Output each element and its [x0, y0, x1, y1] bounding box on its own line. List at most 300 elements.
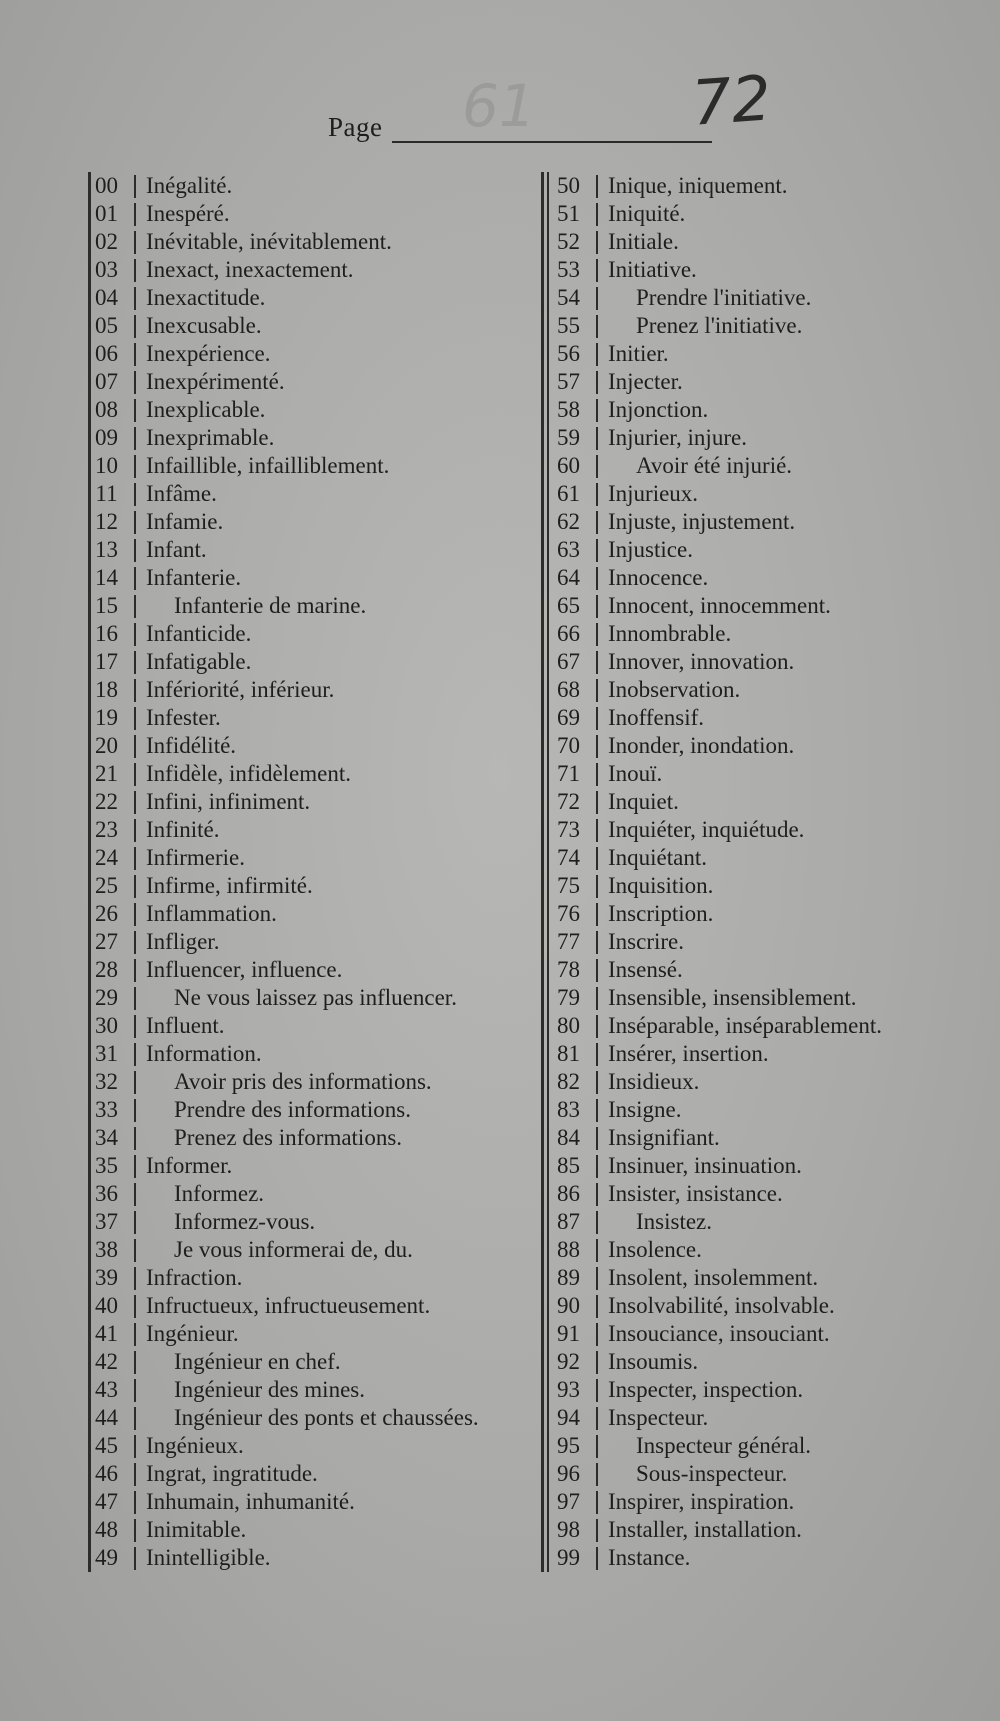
entry-number: 29 [95, 985, 118, 1010]
entry-number: 48 [95, 1517, 118, 1542]
entry-text: Insignifiant. [608, 1125, 720, 1150]
entry-number: 57 [557, 369, 580, 394]
entry-text: Avoir été injurié. [636, 453, 793, 478]
entry-text: Insérer, insertion. [608, 1041, 769, 1066]
entry-number: 56 [557, 341, 580, 366]
entry-text: Inespéré. [146, 201, 230, 226]
entry-text: Inflammation. [146, 901, 277, 926]
entry-number: 84 [557, 1125, 580, 1150]
entry-number: 51 [557, 201, 580, 226]
entry-number: 54 [557, 285, 580, 310]
entry-separator [134, 679, 136, 702]
entry-separator [134, 1491, 136, 1514]
entry-text: Informer. [146, 1153, 233, 1178]
entry-separator [596, 287, 598, 310]
entry-separator [596, 875, 598, 898]
entry-separator [134, 567, 136, 590]
entry-number: 10 [95, 453, 118, 478]
entry-number: 80 [557, 1013, 580, 1038]
entry-number: 66 [557, 621, 580, 646]
entry-text: Prendre l'initiative. [636, 285, 812, 310]
entry-text: Innombrable. [608, 621, 732, 646]
entry-text: Infructueux, infructueusement. [146, 1293, 431, 1318]
entry-separator [134, 1211, 136, 1234]
entry-separator [596, 1155, 598, 1178]
entry-number: 63 [557, 537, 580, 562]
entry-number: 11 [95, 481, 118, 506]
entry-separator [134, 1407, 136, 1430]
entry-number: 74 [557, 845, 580, 870]
entry-separator [134, 1015, 136, 1038]
entry-separator [134, 1099, 136, 1122]
entry-separator [134, 1155, 136, 1178]
entry-separator [596, 231, 598, 254]
entry-separator [596, 595, 598, 618]
entry-separator [596, 1407, 598, 1430]
entry-separator [596, 371, 598, 394]
entry-number: 64 [557, 565, 580, 590]
entry-number: 38 [95, 1237, 118, 1262]
entry-text: Injurier, injure. [608, 425, 747, 450]
entry-number: 60 [557, 453, 580, 478]
entry-separator [134, 483, 136, 506]
entry-separator [134, 1071, 136, 1094]
entry-text: Initier. [608, 341, 669, 366]
entry-separator [134, 595, 136, 618]
entry-number: 72 [557, 789, 580, 814]
entry-text: Infâme. [146, 481, 217, 506]
entry-separator [596, 1211, 598, 1234]
entry-separator [596, 1295, 598, 1318]
entry-text: Ingénieux. [146, 1433, 244, 1458]
entry-number: 92 [557, 1349, 580, 1374]
entry-text: Insister, insistance. [608, 1181, 783, 1206]
entry-text: Infidèle, infidèlement. [146, 761, 352, 786]
entry-text: Ne vous laissez pas influencer. [174, 985, 457, 1010]
entry-number: 67 [557, 649, 580, 674]
entry-separator [596, 175, 598, 198]
entry-number: 97 [557, 1489, 580, 1514]
entry-separator [596, 651, 598, 674]
entry-number: 35 [95, 1153, 118, 1178]
entry-number: 76 [557, 901, 580, 926]
entry-number: 39 [95, 1265, 118, 1290]
entry-text: Insoumis. [608, 1349, 699, 1374]
entry-number: 36 [95, 1181, 118, 1206]
page-label: Page [328, 112, 383, 142]
entry-number: 32 [95, 1069, 118, 1094]
entry-number: 09 [95, 425, 118, 450]
entry-number: 17 [95, 649, 118, 674]
entry-separator [596, 399, 598, 422]
entry-number: 89 [557, 1265, 580, 1290]
entry-number: 42 [95, 1349, 118, 1374]
entry-text: Inégalité. [146, 173, 233, 198]
entry-text: Inexplicable. [146, 397, 266, 422]
entry-number: 25 [95, 873, 118, 898]
entry-text: Infirmerie. [146, 845, 245, 870]
entry-separator [596, 511, 598, 534]
entry-number: 49 [95, 1545, 118, 1570]
entry-number: 44 [95, 1405, 118, 1430]
entry-number: 15 [95, 593, 118, 618]
entry-separator [596, 847, 598, 870]
entry-separator [134, 1183, 136, 1206]
entry-separator [596, 1435, 598, 1458]
entry-text: Prenez des informations. [174, 1125, 403, 1150]
entry-text: Ingénieur des mines. [174, 1377, 365, 1402]
entry-number: 77 [557, 929, 580, 954]
entry-number: 13 [95, 537, 118, 562]
entry-text: Inspecteur général. [636, 1433, 811, 1458]
entry-separator [134, 315, 136, 338]
entry-number: 07 [95, 369, 118, 394]
entry-text: Inonder, inondation. [608, 733, 795, 758]
entry-separator [134, 707, 136, 730]
entry-text: Injonction. [608, 397, 709, 422]
entry-number: 24 [95, 845, 118, 870]
entry-text: Inimitable. [146, 1517, 247, 1542]
entry-text: Infanterie de marine. [174, 593, 367, 618]
entry-text: Insinuer, insinuation. [608, 1153, 802, 1178]
entry-text: Ingénieur des ponts et chaussées. [174, 1405, 479, 1430]
entry-text: Inquiéter, inquiétude. [608, 817, 805, 842]
entry-number: 91 [557, 1321, 580, 1346]
entry-text: Influent. [146, 1013, 225, 1038]
entry-text: Prendre des informations. [174, 1097, 411, 1122]
entry-number: 21 [95, 761, 118, 786]
entry-number: 94 [557, 1405, 580, 1430]
entry-number: 47 [95, 1489, 118, 1514]
entry-text: Je vous informerai de, du. [174, 1237, 413, 1262]
entry-number: 37 [95, 1209, 118, 1234]
entry-number: 53 [557, 257, 580, 282]
entry-separator [596, 1547, 598, 1570]
entry-number: 68 [557, 677, 580, 702]
entry-separator [596, 1043, 598, 1066]
entry-text: Initiative. [608, 257, 697, 282]
entry-text: Infinité. [146, 817, 220, 842]
entry-separator [596, 1239, 598, 1262]
entry-text: Inouï. [608, 761, 663, 786]
entry-number: 71 [557, 761, 580, 786]
entry-number: 81 [557, 1041, 580, 1066]
entry-number: 99 [557, 1545, 580, 1570]
entry-text: Inspecter, inspection. [608, 1377, 804, 1402]
entry-number: 05 [95, 313, 118, 338]
entry-separator [596, 315, 598, 338]
entry-separator [134, 987, 136, 1010]
entry-text: Informez-vous. [174, 1209, 316, 1234]
entry-text: Infaillible, infailliblement. [146, 453, 390, 478]
entry-separator [134, 1323, 136, 1346]
entry-text: Insigne. [608, 1097, 682, 1122]
entry-separator [134, 875, 136, 898]
entry-separator [134, 1239, 136, 1262]
entry-separator [596, 679, 598, 702]
entry-number: 69 [557, 705, 580, 730]
entry-text: Injustice. [608, 537, 693, 562]
entry-number: 04 [95, 285, 118, 310]
entry-number: 40 [95, 1293, 118, 1318]
entry-separator [134, 287, 136, 310]
entry-number: 83 [557, 1097, 580, 1122]
entry-number: 62 [557, 509, 580, 534]
entry-number: 03 [95, 257, 118, 282]
entry-text: Injuste, injustement. [608, 509, 796, 534]
entry-separator [596, 259, 598, 282]
entry-number: 95 [557, 1433, 580, 1458]
entry-number: 16 [95, 621, 118, 646]
entry-text: Insolvabilité, insolvable. [608, 1293, 835, 1318]
entry-number: 79 [557, 985, 580, 1010]
entry-separator [596, 1491, 598, 1514]
entry-text: Installer, installation. [608, 1517, 802, 1542]
entry-number: 65 [557, 593, 580, 618]
entry-separator [134, 819, 136, 842]
entry-text: Inscrire. [608, 929, 684, 954]
entry-number: 96 [557, 1461, 580, 1486]
entry-separator [596, 343, 598, 366]
entry-number: 59 [557, 425, 580, 450]
entry-number: 82 [557, 1069, 580, 1094]
entry-separator [596, 483, 598, 506]
entry-number: 52 [557, 229, 580, 254]
entry-separator [596, 987, 598, 1010]
entry-text: Inexpérience. [146, 341, 271, 366]
entry-separator [134, 1547, 136, 1570]
entry-text: Insensé. [608, 957, 683, 982]
entry-separator [596, 1519, 598, 1542]
page-rule [392, 141, 712, 143]
entry-separator [134, 371, 136, 394]
entry-separator [596, 455, 598, 478]
entry-text: Infliger. [146, 929, 220, 954]
entry-separator [134, 175, 136, 198]
entry-text: Inintelligible. [146, 1545, 271, 1570]
entry-text: Inspecteur. [608, 1405, 709, 1430]
entry-text: Iniquité. [608, 201, 686, 226]
entry-number: 58 [557, 397, 580, 422]
entry-text: Infester. [146, 705, 221, 730]
entry-separator [596, 1379, 598, 1402]
entry-text: Inséparable, inséparablement. [608, 1013, 882, 1038]
entry-number: 01 [95, 201, 118, 226]
entry-separator [134, 259, 136, 282]
entry-number: 88 [557, 1237, 580, 1262]
entry-text: Inévitable, inévitablement. [146, 229, 392, 254]
entry-separator [596, 1127, 598, 1150]
entry-separator [596, 539, 598, 562]
center-divider-bar [541, 172, 544, 1572]
entry-separator [134, 1351, 136, 1374]
entry-separator [134, 343, 136, 366]
entry-text: Ingrat, ingratitude. [146, 1461, 318, 1486]
entry-text: Influencer, influence. [146, 957, 343, 982]
faint-page-number: 61 [462, 72, 536, 140]
entry-number: 12 [95, 509, 118, 534]
entry-separator [134, 651, 136, 674]
entry-separator [596, 1351, 598, 1374]
entry-text: Inobservation. [608, 677, 741, 702]
entry-number: 86 [557, 1181, 580, 1206]
entry-text: Ingénieur. [146, 1321, 239, 1346]
entry-text: Injurieux. [608, 481, 699, 506]
entry-text: Insidieux. [608, 1069, 700, 1094]
entry-separator [596, 735, 598, 758]
entry-separator [134, 399, 136, 422]
entry-separator [596, 1183, 598, 1206]
entry-separator [596, 819, 598, 842]
entry-separator [134, 539, 136, 562]
entry-separator [134, 931, 136, 954]
entry-text: Instance. [608, 1545, 691, 1570]
entry-number: 27 [95, 929, 118, 954]
entry-number: 41 [95, 1321, 118, 1346]
entry-number: 02 [95, 229, 118, 254]
entry-number: 85 [557, 1153, 580, 1178]
entry-separator [596, 959, 598, 982]
entry-separator [596, 623, 598, 646]
entry-number: 06 [95, 341, 118, 366]
entry-separator [596, 1099, 598, 1122]
entry-text: Inexactitude. [146, 285, 266, 310]
entry-separator [596, 903, 598, 926]
entry-number: 45 [95, 1433, 118, 1458]
entry-text: Inexact, inexactement. [146, 257, 354, 282]
entry-text: Informez. [174, 1181, 265, 1206]
entry-number: 08 [95, 397, 118, 422]
entry-number: 98 [557, 1517, 580, 1542]
entry-separator [596, 1463, 598, 1486]
entry-text: Ingénieur en chef. [174, 1349, 341, 1374]
entry-text: Innocent, innocemment. [608, 593, 831, 618]
entry-text: Infirme, infirmité. [146, 873, 313, 898]
entry-number: 22 [95, 789, 118, 814]
entry-separator [134, 791, 136, 814]
entry-number: 30 [95, 1013, 118, 1038]
entry-text: Infériorité, inférieur. [146, 677, 335, 702]
entry-separator [134, 1519, 136, 1542]
entry-separator [134, 1463, 136, 1486]
entry-separator [134, 203, 136, 226]
entry-separator [134, 1043, 136, 1066]
entry-number: 87 [557, 1209, 580, 1234]
entry-number: 55 [557, 313, 580, 338]
entry-text: Infamie. [146, 509, 224, 534]
entry-text: Inscription. [608, 901, 714, 926]
entry-text: Infraction. [146, 1265, 243, 1290]
entry-text: Infanterie. [146, 565, 242, 590]
entry-text: Inoffensif. [608, 705, 705, 730]
entry-separator [596, 707, 598, 730]
handwritten-page-number: 72 [689, 61, 774, 140]
entry-separator [596, 567, 598, 590]
entry-separator [134, 903, 136, 926]
entry-number: 33 [95, 1097, 118, 1122]
entry-text: Infant. [146, 537, 207, 562]
entry-separator [134, 1295, 136, 1318]
entry-separator [134, 455, 136, 478]
entry-number: 20 [95, 733, 118, 758]
entry-separator [134, 847, 136, 870]
entry-separator [596, 791, 598, 814]
entry-separator [134, 763, 136, 786]
entry-text: Insensible, insensiblement. [608, 985, 857, 1010]
entry-separator [596, 203, 598, 226]
entry-number: 19 [95, 705, 118, 730]
entry-text: Insolence. [608, 1237, 702, 1262]
entry-separator [596, 1323, 598, 1346]
entry-text: Prenez l'initiative. [636, 313, 803, 338]
entry-number: 14 [95, 565, 118, 590]
entry-separator [134, 623, 136, 646]
entry-separator [596, 931, 598, 954]
entry-separator [134, 735, 136, 758]
entry-separator [596, 1071, 598, 1094]
entry-separator [134, 231, 136, 254]
entry-text: Inquiétant. [608, 845, 707, 870]
entry-text: Sous-inspecteur. [636, 1461, 788, 1486]
entry-number: 26 [95, 901, 118, 926]
entry-number: 43 [95, 1377, 118, 1402]
entry-text: Insistez. [636, 1209, 713, 1234]
entry-text: Initiale. [608, 229, 679, 254]
entry-number: 00 [95, 173, 118, 198]
entry-separator [134, 1379, 136, 1402]
entry-number: 28 [95, 957, 118, 982]
entry-text: Inexprimable. [146, 425, 275, 450]
entry-separator [134, 427, 136, 450]
entry-number: 93 [557, 1377, 580, 1402]
entry-separator [134, 511, 136, 534]
entry-number: 73 [557, 817, 580, 842]
entry-separator [134, 1127, 136, 1150]
entry-number: 23 [95, 817, 118, 842]
entry-text: Inexcusable. [146, 313, 262, 338]
entry-number: 90 [557, 1293, 580, 1318]
entry-number: 70 [557, 733, 580, 758]
entry-separator [596, 1267, 598, 1290]
entry-number: 31 [95, 1041, 118, 1066]
entry-text: Inhumain, inhumanité. [146, 1489, 355, 1514]
entry-number: 18 [95, 677, 118, 702]
entry-text: Information. [146, 1041, 262, 1066]
entry-text: Inexpérimenté. [146, 369, 285, 394]
entry-text: Avoir pris des informations. [174, 1069, 432, 1094]
entry-text: Infatigable. [146, 649, 252, 674]
entry-separator [596, 1015, 598, 1038]
entry-number: 46 [95, 1461, 118, 1486]
entry-number: 78 [557, 957, 580, 982]
entry-separator [596, 427, 598, 450]
entry-text: Insouciance, insouciant. [608, 1321, 830, 1346]
entry-text: Inquisition. [608, 873, 714, 898]
entry-number: 34 [95, 1125, 118, 1150]
entry-text: Injecter. [608, 369, 683, 394]
entry-text: Infidélité. [146, 733, 237, 758]
entry-number: 50 [557, 173, 580, 198]
entry-number: 75 [557, 873, 580, 898]
entry-separator [134, 959, 136, 982]
entry-text: Inquiet. [608, 789, 679, 814]
entry-text: Innover, innovation. [608, 649, 795, 674]
entry-text: Infini, infiniment. [146, 789, 311, 814]
entry-text: Insolent, insolemment. [608, 1265, 819, 1290]
entry-separator [134, 1267, 136, 1290]
entry-separator [596, 763, 598, 786]
entry-text: Inique, iniquement. [608, 173, 788, 198]
